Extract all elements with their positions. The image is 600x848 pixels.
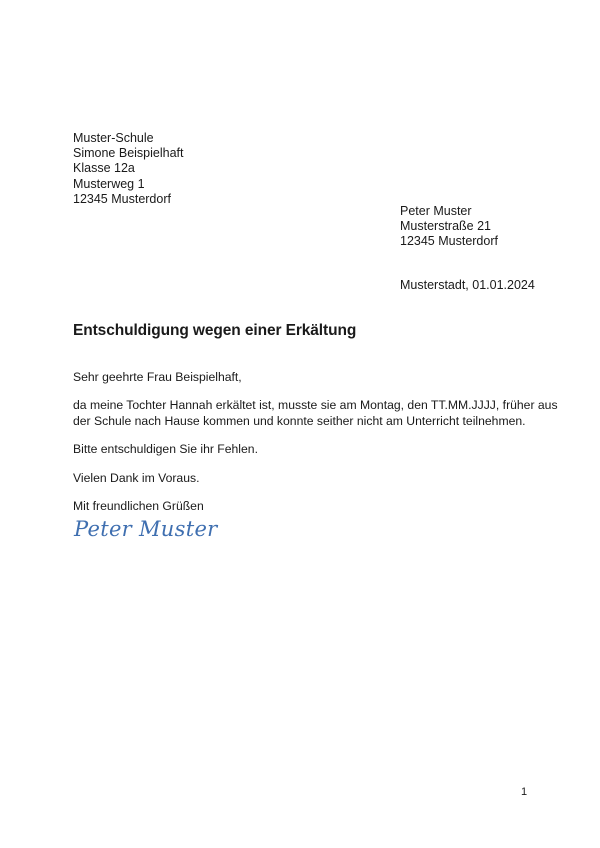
recipient-line: 12345 Musterdorf (73, 191, 171, 206)
body-paragraph (73, 398, 558, 429)
recipient-line: Musterweg 1 (73, 176, 145, 191)
body-paragraph: Vielen Dank im Voraus. (73, 470, 200, 485)
letter-body (73, 370, 558, 516)
body-paragraph-line: der Schule nach Hause kommen und konnte seither nicht am Unterricht teilnehmen. (73, 413, 526, 428)
sender-line: Peter Muster (400, 204, 472, 218)
signature: Peter Muster (74, 517, 218, 541)
recipient-line: Simone Beispielhaft (73, 146, 184, 161)
sender-address (400, 204, 498, 250)
salutation: Sehr geehrte Frau Beispielhaft, (73, 370, 242, 384)
recipient-address (73, 131, 183, 207)
recipient-line: Muster-Schule (73, 131, 154, 145)
body-paragraph: Bitte entschuldigen Sie ihr Fehlen. (73, 442, 258, 457)
sender-line: Musterstraße 21 (400, 219, 492, 234)
body-paragraph-line: da meine Tochter Hannah erkältet ist, musste sie am Montag, den TT.MM.JJJJ, früher aus (73, 398, 558, 413)
page-number: 1 (521, 786, 528, 798)
sender-line: 12345 Musterdorf (400, 234, 498, 249)
letter-date: Musterstadt, 01.01.2024 (400, 278, 535, 292)
letter-subject: Entschuldigung wegen einer Erkältung (73, 322, 357, 339)
recipient-line: Klasse 12a (73, 161, 135, 176)
closing: Mit freundlichen Grüßen (73, 499, 204, 514)
